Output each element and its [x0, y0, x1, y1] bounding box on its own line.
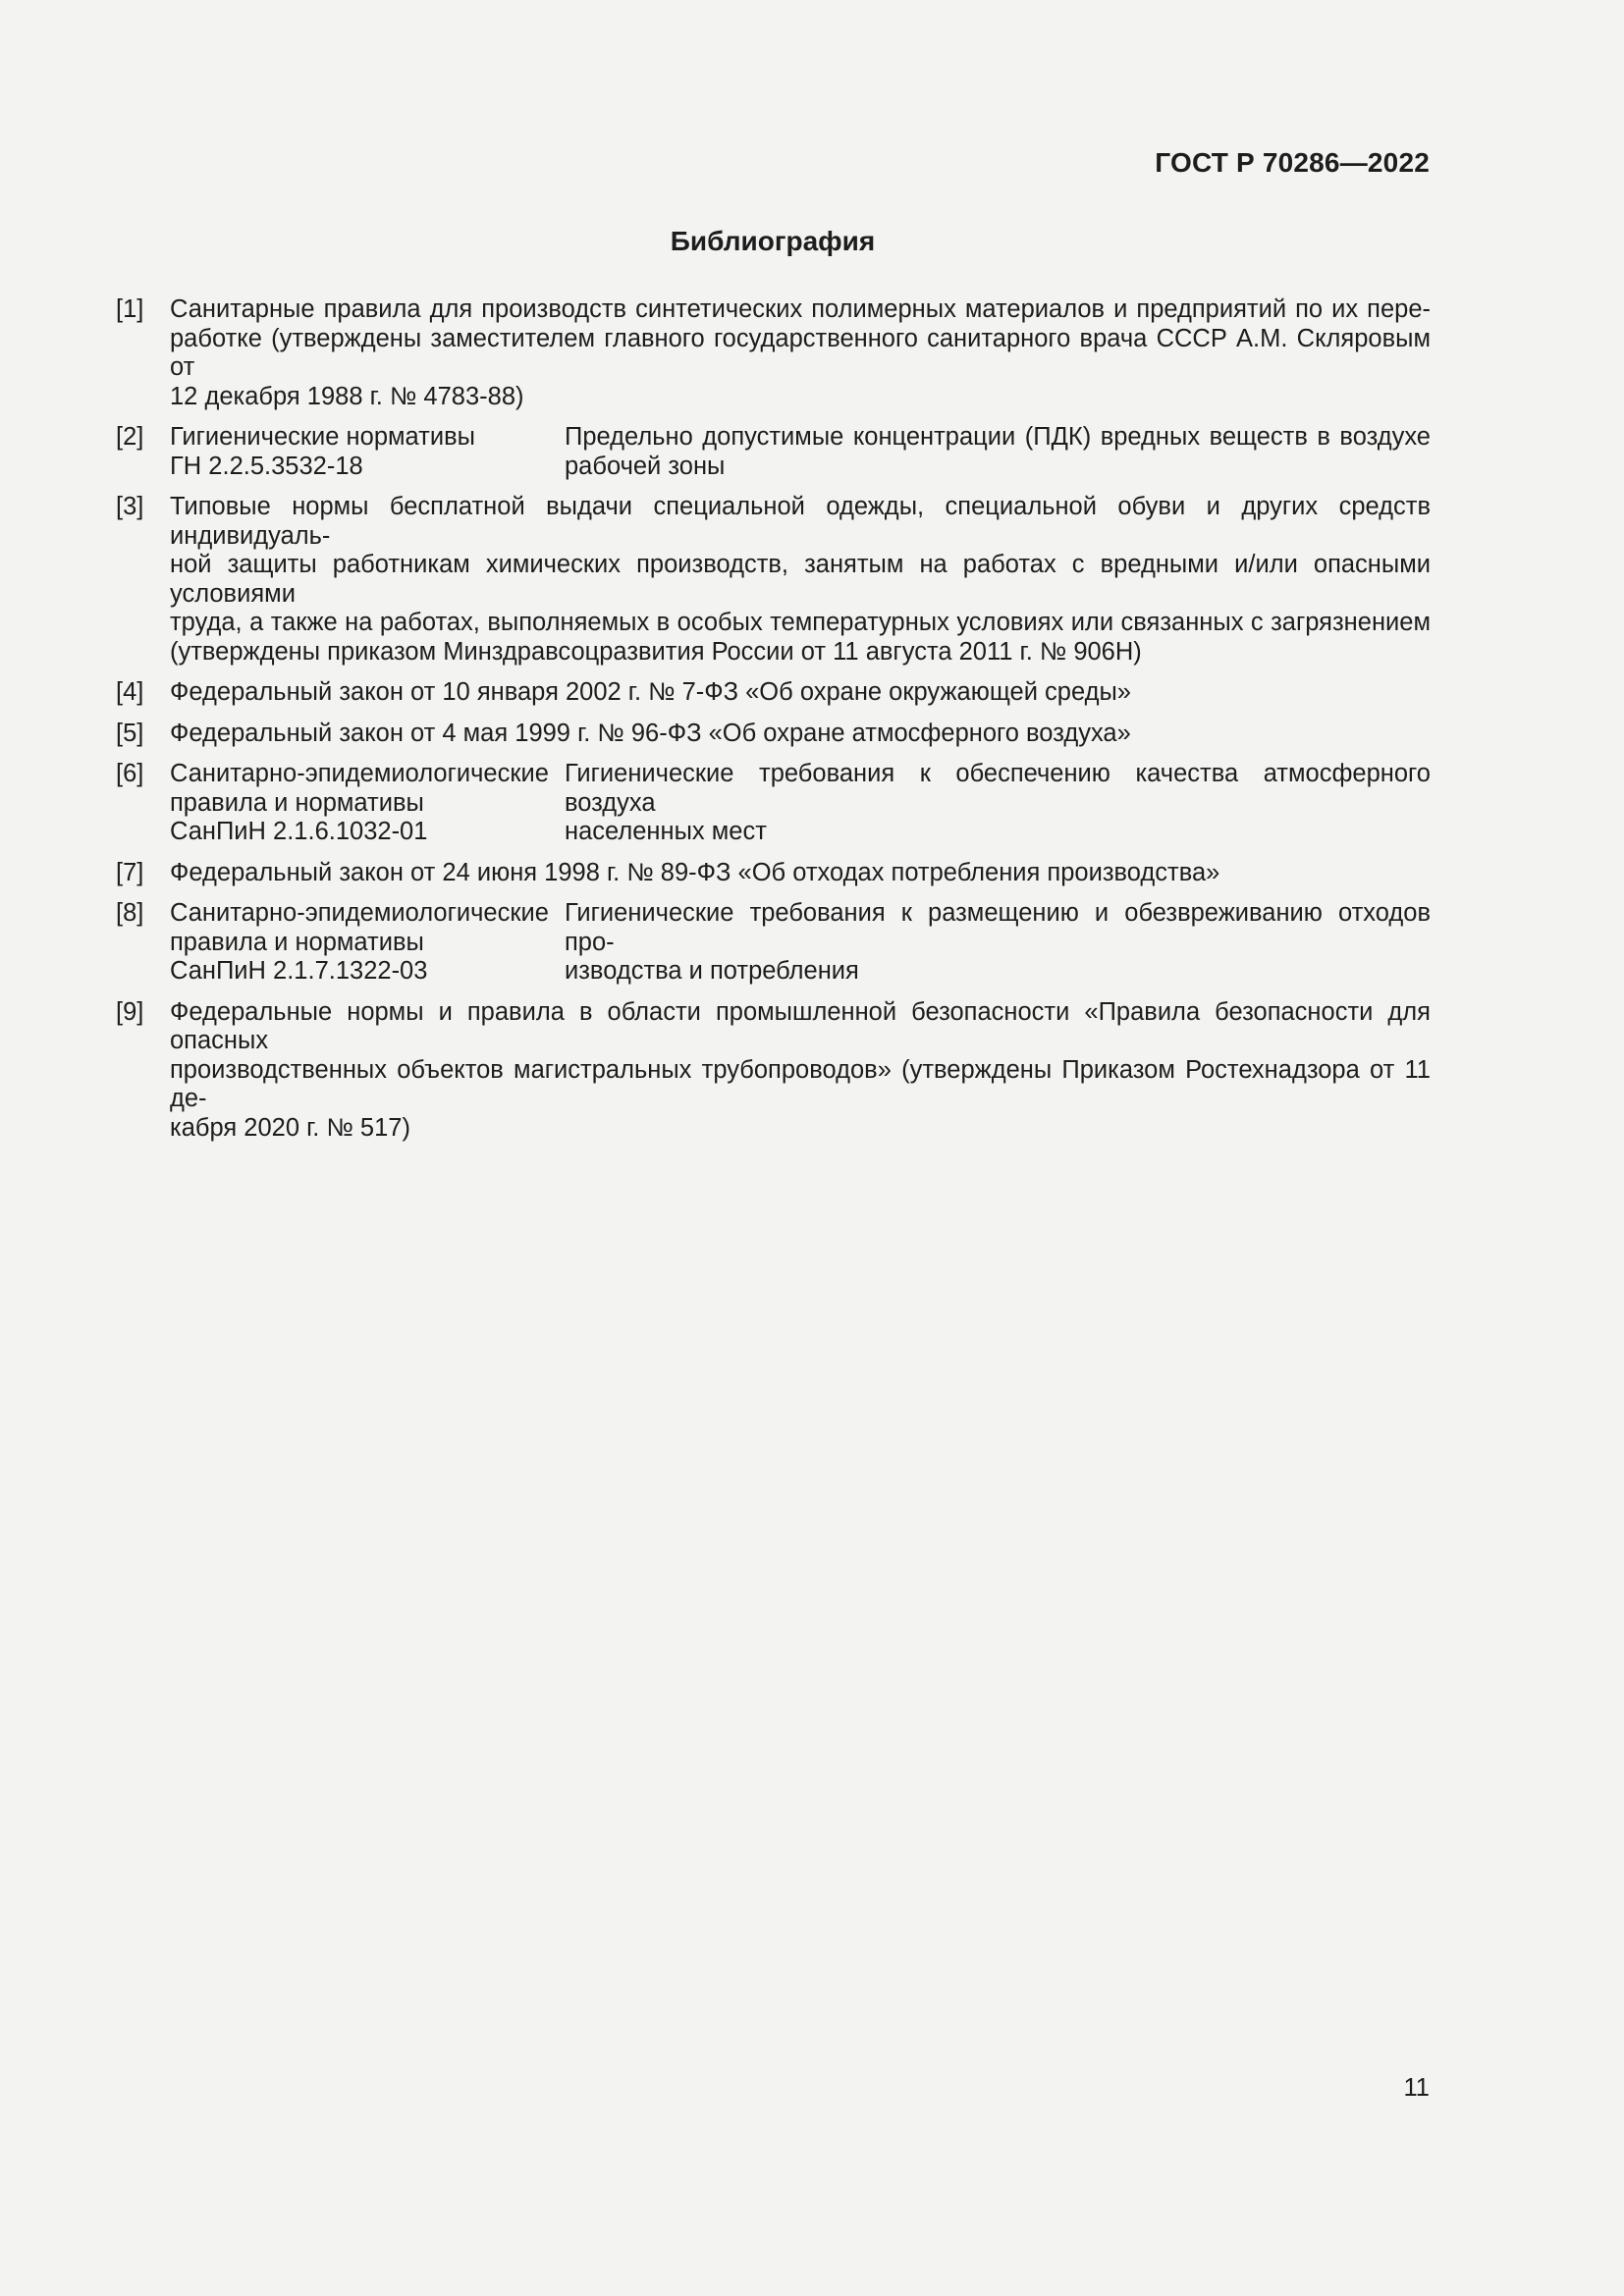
entry-document-title [565, 760, 1431, 847]
entry-line: изводства и потребления [565, 957, 859, 985]
entry-text [170, 678, 1431, 708]
entry-line: Санитарно-эпидемиологические [170, 760, 549, 787]
entry-line: Санитарные правила для производств синтетических полимерных материалов и предприятий по их пере- [170, 295, 1431, 323]
entry-line: Федеральный закон от 24 июня 1998 г. № 89-ФЗ «Об отходах потребления производства» [170, 858, 1220, 886]
bibliography-entry [116, 678, 1431, 708]
entry-text [170, 423, 1431, 481]
bibliography-entry [116, 720, 1431, 749]
bibliography-entry [116, 760, 1431, 847]
entry-number: [3] [116, 493, 144, 520]
entry-line: ГН 2.2.5.3532-18 [170, 452, 363, 480]
entry-line: Предельно допустимые концентрации (ПДК) вредных веществ в воздухе [565, 423, 1431, 451]
entry-number: [2] [116, 423, 144, 451]
entry-line: СанПиН 2.1.7.1322-03 [170, 957, 428, 985]
bibliography-entry [116, 295, 1431, 411]
entry-text [170, 899, 1431, 987]
entry-line: рабочей зоны [565, 452, 726, 480]
entry-line: труда, а также на работах, выполняемых в особых температурных условиях или связанных с загрязнением [170, 609, 1431, 636]
bibliography-entry [116, 423, 1431, 481]
entry-line: ной защиты работникам химических производств, занятым на работах с вредными и/или опасными условиями [170, 551, 1431, 608]
entry-line: Федеральный закон от 4 мая 1999 г. № 96-ФЗ «Об охране атмосферного воздуха» [170, 719, 1131, 747]
entry-line: населенных мест [565, 818, 767, 845]
page-number: 11 [1403, 2074, 1430, 2102]
entry-line: Типовые нормы бесплатной выдачи специальной одежды, специальной обуви и других средств индивидуаль- [170, 493, 1431, 550]
entry-document-title [565, 423, 1431, 481]
entry-number: [9] [116, 997, 144, 1026]
entry-line: кабря 2020 г. № 517) [170, 1113, 410, 1142]
entry-line: производственных объектов магистральных трубопроводов» (утверждены Приказом Ростехнадзора от 11 де- [170, 1055, 1431, 1112]
bibliography-entry [116, 899, 1431, 987]
section-title: Библиография [670, 226, 876, 256]
entry-document-type [170, 423, 565, 481]
entry-line: Санитарно-эпидемиологические [170, 899, 549, 927]
entry-number: [6] [116, 760, 144, 787]
entry-number: [4] [116, 678, 144, 706]
entry-text [170, 998, 1431, 1144]
entry-number: [7] [116, 858, 144, 886]
entry-document-title [565, 899, 1431, 987]
entry-line: СанПиН 2.1.6.1032-01 [170, 818, 428, 845]
bibliography-entry [116, 493, 1431, 667]
entry-number: [1] [116, 295, 144, 323]
entry-line: Гигиенические нормативы [170, 423, 475, 451]
bibliography-entry [116, 998, 1431, 1144]
entry-number: [5] [116, 719, 144, 747]
entry-document-type [170, 899, 565, 987]
entry-line: 12 декабря 1988 г. № 4783-88) [170, 382, 524, 410]
entry-line: правила и нормативы [170, 928, 424, 956]
entry-line: правила и нормативы [170, 788, 424, 817]
entry-line: работке (утверждены заместителем главного государственного санитарного врача СССР А.М. Скляровым от [170, 324, 1431, 381]
entry-document-type [170, 760, 565, 847]
entry-text [170, 760, 1431, 847]
entry-line: Гигиенические требования к обеспечению качества атмосферного воздуха [565, 760, 1431, 817]
bibliography-entry [116, 859, 1431, 888]
entry-text [170, 720, 1431, 749]
document-number: ГОСТ Р 70286—2022 [1155, 147, 1430, 178]
entry-line: (утверждены приказом Минздравсоцразвития России от 11 августа 2011 г. № 906Н) [170, 637, 1142, 666]
bibliography-list [116, 295, 1431, 1154]
entry-text [170, 859, 1431, 888]
entry-number: [8] [116, 899, 144, 927]
entry-line: Гигиенические требования к размещению и обезвреживанию отходов про- [565, 899, 1431, 956]
entry-line: Федеральный закон от 10 января 2002 г. № 7-ФЗ «Об охране окружающей среды» [170, 678, 1131, 706]
entry-line: Федеральные нормы и правила в области промышленной безопасности «Правила безопасности для опасных [170, 997, 1431, 1054]
entry-text [170, 295, 1431, 411]
entry-text [170, 493, 1431, 667]
